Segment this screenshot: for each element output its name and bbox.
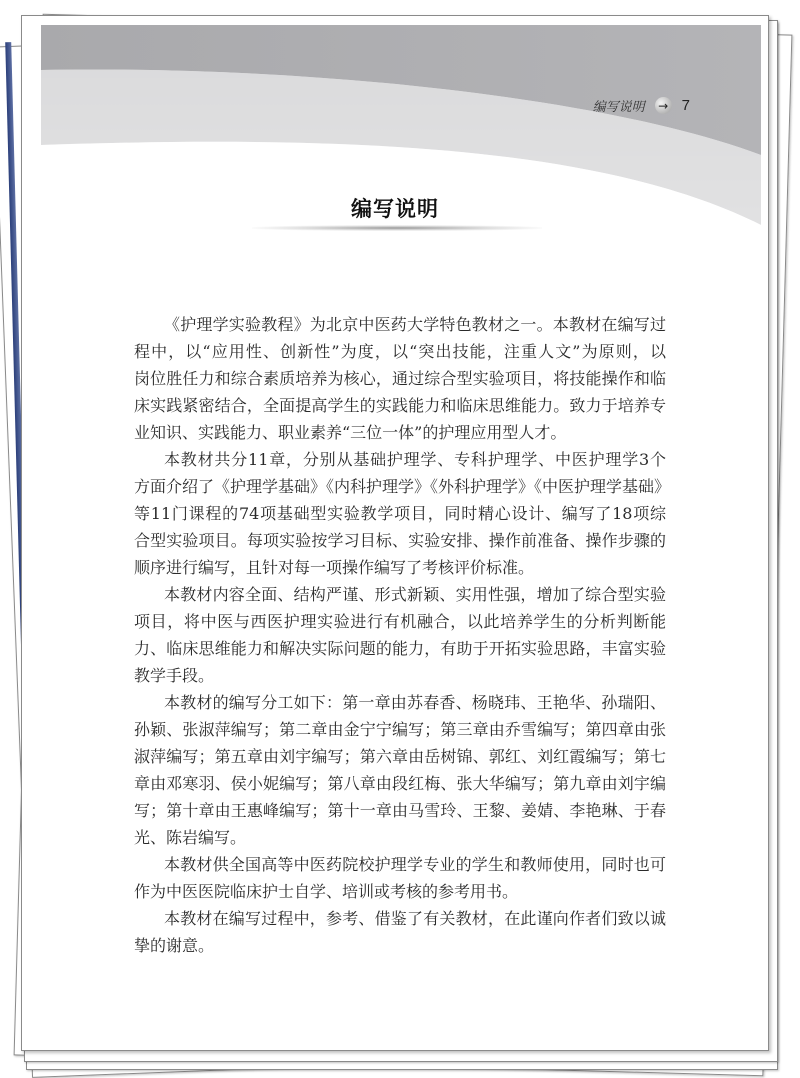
- paragraph: [134, 851, 666, 905]
- text-line: 方面介绍了《护理学基础》《内科护理学》《外科护理学》《中医护理学基础》: [134, 477, 671, 496]
- text-line: 床实践紧密结合，全面提高学生的实践能力和临床思维能力。致力于培养专: [134, 396, 666, 415]
- text-line: 教学手段。: [134, 666, 215, 685]
- paragraph: [134, 689, 666, 851]
- text-line: 顺序进行编写，且针对每一项操作编写了考核评价标准。: [134, 558, 535, 577]
- text-line: 《护理学实验教程》为北京中医药大学特色教材之一。本教材在编写过: [164, 315, 666, 334]
- text-line: 等11门课程的74项基础型实验教学项目，同时精心设计、编写了18项综: [134, 504, 666, 523]
- paragraph: [134, 581, 666, 689]
- text-line: 孙颖、张淑萍编写；第二章由金宁宁编写；第三章由乔雪编写；第四章由张: [134, 720, 666, 739]
- text-line: 岗位胜任力和综合素质培养为核心，通过综合型实验项目，将技能操作和临: [134, 369, 666, 388]
- running-header: [593, 96, 690, 115]
- text-line: 业知识、实践能力、职业素养“三位一体”的护理应用型人才。: [134, 423, 567, 442]
- text-line: 本教材供全国高等中医药院校护理学专业的学生和教师使用，同时也可: [164, 855, 666, 874]
- text-line: 挚的谢意。: [134, 936, 215, 955]
- text-line: 本教材在编写过程中，参考、借鉴了有关教材，在此谨向作者们致以诚: [164, 909, 666, 928]
- page-number: 7: [681, 97, 690, 114]
- text-line: 合型实验项目。每项实验按学习目标、实验安排、操作前准备、操作步骤的: [134, 531, 666, 550]
- text-line: 淑萍编写；第五章由刘宇编写；第六章由岳树锦、郭红、刘红霞编写；第七: [134, 747, 666, 766]
- text-line: 本教材的编写分工如下：第一章由苏春香、杨晓玮、王艳华、孙瑞阳、: [164, 693, 666, 712]
- body-text: [134, 311, 671, 959]
- paragraph: [134, 905, 666, 959]
- paragraph: [134, 311, 666, 446]
- text-line: 写；第十章由王惠峰编写；第十一章由马雪玲、王黎、姜婧、李艳琳、于春: [134, 801, 666, 820]
- running-section-title: 编写说明: [592, 100, 645, 115]
- text-line: 项目，将中医与西医护理实验进行有机融合，以此培养学生的分析判断能: [134, 612, 666, 631]
- document-page: [21, 15, 769, 1051]
- text-line: 作为中医医院临床护士自学、培训或考核的参考用书。: [134, 882, 519, 901]
- text-line: 力、临床思维能力和解决实际问题的能力，有助于开拓实验思路，丰富实验: [134, 639, 666, 658]
- text-line: 程中，以“应用性、创新性”为度，以“突出技能，注重人文”为原则，以: [134, 342, 666, 361]
- right-arrow-icon: →: [655, 97, 672, 114]
- text-line: 章由邓寒羽、侯小妮编写；第八章由段红梅、张大华编写；第九章由刘宇编: [134, 774, 666, 793]
- title-underline: [252, 225, 542, 231]
- text-line: 光、陈岩编写。: [134, 828, 247, 847]
- page-title: 编写说明: [351, 197, 439, 221]
- text-line: 本教材内容全面、结构严谨、形式新颖、实用性强，增加了综合型实验: [164, 585, 666, 604]
- paragraph: [134, 446, 671, 581]
- text-line: 本教材共分11章，分别从基础护理学、专科护理学、中医护理学3个: [164, 450, 666, 469]
